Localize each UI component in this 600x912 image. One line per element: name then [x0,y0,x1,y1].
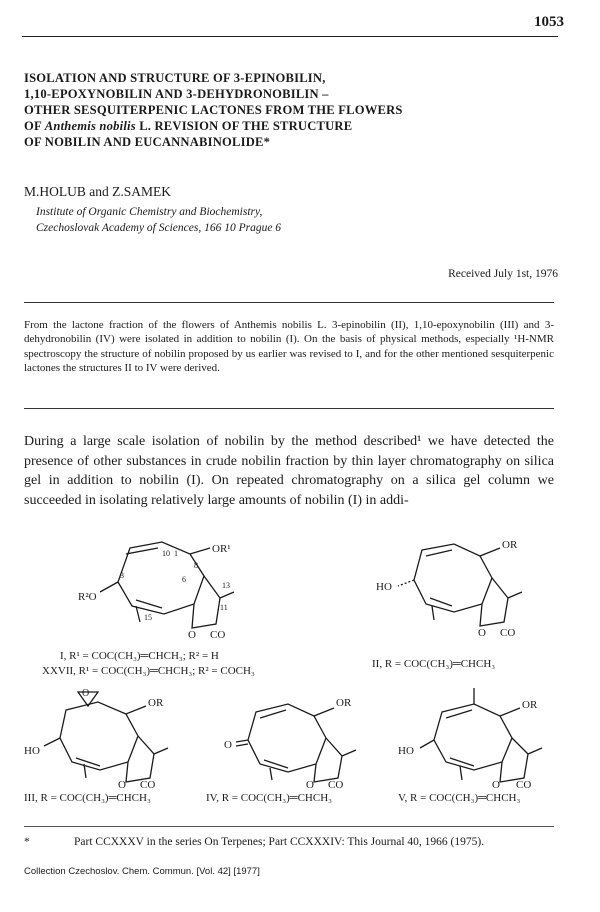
struct-ii-co: CO [500,627,516,639]
struct-i-r2o: R²O [78,591,97,603]
title-of: OF [24,119,42,133]
struct-i-atom-6: 6 [182,575,186,584]
footnote-mark: * [24,836,30,848]
structure-iii-drawing [22,682,192,792]
abstract-bottom-rule [24,408,554,409]
struct-v-or: OR [522,699,538,711]
struct-i-atom-8: 8 [194,561,198,570]
title-line-5: OF NOBILIN AND EUCANNABINOLIDE* [24,135,271,149]
struct-iii-co: CO [140,779,156,791]
struct-iii-o: O [118,779,126,791]
journal-footer: Collection Czechoslov. Chem. Commun. [Vol. 42] [1977] [24,866,260,877]
body-paragraph: During a large scale isolation of nobilin by the method described¹ we have detected the presence of other substances in crude nobilin fraction by thin layer chromatography on silica gel in addition to nobilin (I). On repeated chromatography on a silica gel column we succeeded in isolating relatively large amounts of nobilin (I) in addi- [24,434,554,508]
structure-v-drawing [396,682,566,792]
struct-ii-o: O [478,627,486,639]
header-rule [22,36,558,37]
struct-iii-epoxy-o: O [82,688,90,699]
title-line-4 [24,118,564,134]
article-title [24,70,564,150]
title-line-3: OTHER SESQUITERPENIC LACTONES FROM THE FLOWERS [24,103,403,117]
page-number: 1053 [534,14,564,30]
affiliation [36,204,281,236]
struct-i-atom-15: 15 [144,613,152,622]
struct-v-caption: V, R = COC(CH₃)═CHCH₃ [398,792,521,804]
struct-i-o: O [188,629,196,640]
title-line-2: 1,10-EPOXYNOBILIN AND 3-DEHYDRONOBILIN – [24,87,329,101]
footnote-rule [24,826,554,827]
struct-ii-caption: II, R = COC(CH₃)═CHCH₃ [372,658,496,670]
struct-iv-or: OR [336,697,352,709]
struct-iii-caption: III, R = COC(CH₃)═CHCH₃ [24,792,151,804]
struct-i-caption-1: I, R¹ = COC(CH₃)═CHCH₃; R² = H [60,650,219,662]
title-author-l: L. [139,119,152,133]
struct-v-o: O [492,779,500,791]
authors: M.HOLUB and Z.SAMEK [24,184,171,199]
struct-i-or1: OR¹ [212,543,231,555]
struct-v-ho: HO [398,745,414,757]
struct-i-atom-3: 3 [120,571,124,580]
struct-i-caption-2: XXVII, R¹ = COC(CH₃)═CHCH₃; R² = COCH₃ [42,665,255,677]
title-line-1: ISOLATION AND STRUCTURE OF 3-EPINOBILIN, [24,71,326,85]
footnote-text: Part CCXXXV in the series On Terpenes; Part CCXXXIV: This Journal 40, 1966 (1975). [74,836,485,848]
structure-i-drawing [70,520,270,640]
struct-i-atom-10: 10 [162,549,170,558]
struct-iv-caption: IV, R = COC(CH₃)═CHCH₃ [206,792,332,804]
structure-ii-drawing [372,520,552,640]
struct-ii-or: OR [502,539,518,551]
struct-iii-ho: HO [24,745,40,757]
affiliation-line-2: Czechoslovak Academy of Sciences, 166 10 Prague 6 [36,222,282,234]
struct-iv-co: CO [328,779,344,791]
received-date: Received July 1st, 1976 [448,268,558,280]
struct-i-atom-1: 1 [174,549,178,558]
title-species: Anthemis nobilis [44,119,136,133]
struct-i-co: CO [210,629,226,640]
abstract-top-rule [24,302,554,303]
affiliation-line-1: Institute of Organic Chemistry and Biochemistry, [36,206,263,218]
struct-v-co: CO [516,779,532,791]
title-line-4-rest: REVISION OF THE STRUCTURE [154,119,353,133]
structure-iv-drawing [218,682,378,792]
struct-iv-o: O [306,779,314,791]
struct-i-atom-13: 13 [222,581,230,590]
struct-iii-or: OR [148,697,164,709]
footnote [24,836,564,848]
struct-ii-ho: HO [376,581,392,593]
abstract: From the lactone fraction of the flowers of Anthemis nobilis L. 3-epinobilin (II), 1,10-epoxynobilin (III) and 3-dehydronobilin (IV) were isolated in addition to nobilin (I). On the basis of physical methods, especially ¹H-NMR spectroscopy the structure of nobilin proposed by us earlier was revised to I, and for the other mentioned sesquiterpenic lactones the structures II to IV were derived. [24,319,554,375]
struct-i-atom-11: 11 [220,603,228,612]
struct-iv-keto-o: O [224,739,232,751]
